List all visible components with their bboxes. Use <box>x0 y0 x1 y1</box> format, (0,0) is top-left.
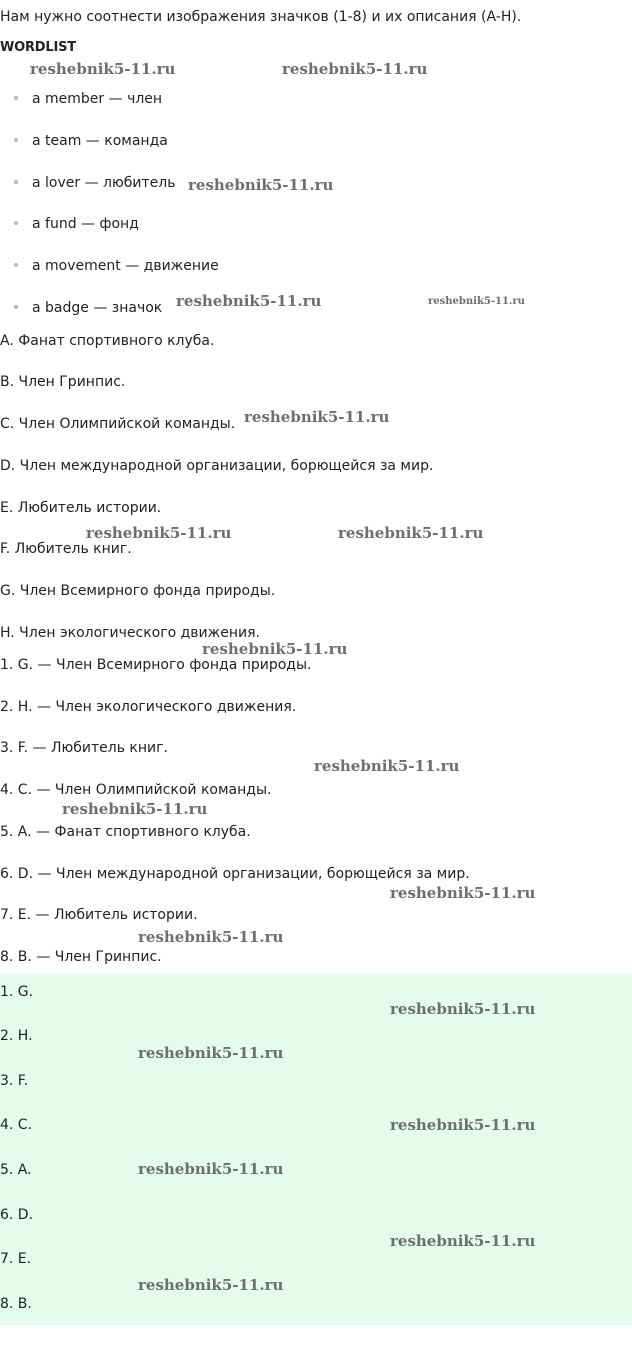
wordlist-entry: a member — член <box>32 91 163 107</box>
bullet-icon <box>14 138 18 142</box>
watermark: reshebnik5-11.ru <box>390 1232 536 1250</box>
answer-item: 5. A. <box>0 1162 32 1178</box>
bullet-icon <box>14 263 18 267</box>
watermark: reshebnik5-11.ru <box>138 1160 284 1178</box>
wordlist-entry: a team — команда <box>32 133 168 149</box>
watermark: reshebnik5-11.ru <box>202 640 348 658</box>
watermark: reshebnik5-11.ru <box>138 1044 284 1062</box>
list-item <box>14 91 162 107</box>
watermark: reshebnik5-11.ru <box>138 1276 284 1294</box>
answer-item: 6. D. <box>0 1207 34 1223</box>
list-item <box>14 175 175 191</box>
description-item: G. Член Всемирного фонда природы. <box>0 583 276 599</box>
match-item: 2. H. — Член экологического движения. <box>0 699 297 715</box>
bullet-icon <box>14 96 18 100</box>
match-item: 8. B. — Член Гринпис. <box>0 949 162 965</box>
description-item: B. Член Гринпис. <box>0 374 126 390</box>
match-item: 1. G. — Член Всемирного фонда природы. <box>0 657 312 673</box>
match-item: 6. D. — Член международной организации, борющейся за мир. <box>0 866 470 882</box>
watermark: reshebnik5-11.ru <box>390 1116 536 1134</box>
watermark: reshebnik5-11.ru <box>138 928 284 946</box>
watermark: reshebnik5-11.ru <box>244 408 390 426</box>
watermark: reshebnik5-11.ru <box>62 800 208 818</box>
answer-item: 2. H. <box>0 1028 33 1044</box>
watermark: reshebnik5-11.ru <box>282 60 428 78</box>
match-item: 4. C. — Член Олимпийской команды. <box>0 782 272 798</box>
answer-item: 3. F. <box>0 1073 29 1089</box>
watermark: reshebnik5-11.ru <box>314 757 460 775</box>
description-item: A. Фанат спортивного клуба. <box>0 333 215 349</box>
watermark: reshebnik5-11.ru <box>86 524 232 542</box>
wordlist-entry: a movement — движение <box>32 258 219 274</box>
watermark: reshebnik5-11.ru <box>390 884 536 902</box>
answer-item: 7. E. <box>0 1251 32 1267</box>
intro-text: Нам нужно соотнести изображения значков (1-8) и их описания (A-H). <box>0 9 522 25</box>
description-item: D. Член международной организации, борющейся за мир. <box>0 458 434 474</box>
answers-box <box>0 974 632 1325</box>
watermark: reshebnik5-11.ru <box>390 1000 536 1018</box>
list-item <box>14 300 162 316</box>
answer-item: 1. G. <box>0 984 34 1000</box>
answer-item: 8. B. <box>0 1296 32 1312</box>
bullet-icon <box>14 305 18 309</box>
watermark: reshebnik5-11.ru <box>338 524 484 542</box>
watermark: reshebnik5-11.ru <box>30 60 176 78</box>
match-item: 3. F. — Любитель книг. <box>0 740 168 756</box>
list-item <box>14 216 139 232</box>
watermark: reshebnik5-11.ru <box>188 176 334 194</box>
match-item: 5. A. — Фанат спортивного клуба. <box>0 824 251 840</box>
wordlist-entry: a fund — фонд <box>32 216 139 232</box>
description-item: H. Член экологического движения. <box>0 625 260 641</box>
description-item: C. Член Олимпийской команды. <box>0 416 236 432</box>
wordlist-heading: WORDLIST <box>0 40 76 55</box>
list-item <box>14 258 219 274</box>
watermark: reshebnik5-11.ru <box>176 292 322 310</box>
watermark: reshebnik5-11.ru <box>428 296 525 307</box>
wordlist-entry: a lover — любитель <box>32 175 176 191</box>
wordlist-entry: a badge — значок <box>32 300 163 316</box>
bullet-icon <box>14 221 18 225</box>
description-item: F. Любитель книг. <box>0 541 132 557</box>
match-item: 7. E. — Любитель истории. <box>0 907 198 923</box>
bullet-icon <box>14 180 18 184</box>
description-item: E. Любитель истории. <box>0 500 162 516</box>
list-item <box>14 133 168 149</box>
answer-item: 4. C. <box>0 1117 33 1133</box>
